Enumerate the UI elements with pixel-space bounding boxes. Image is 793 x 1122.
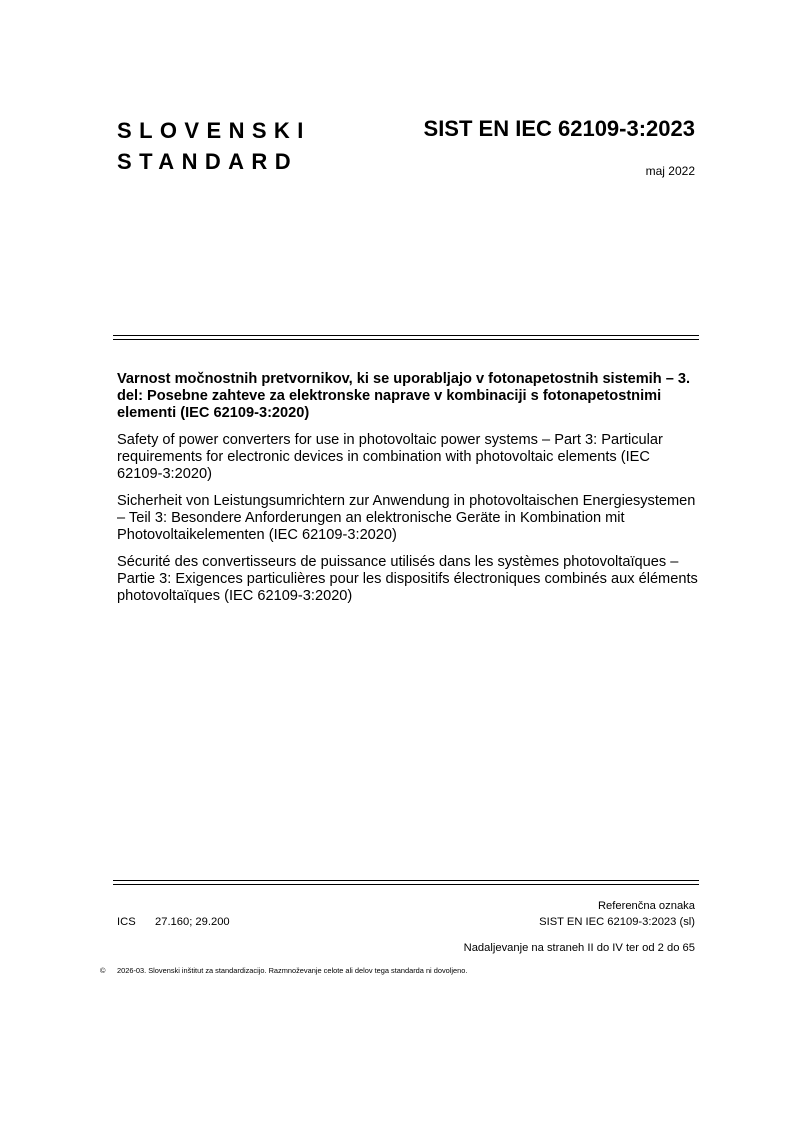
ics-value: 27.160; 29.200 — [155, 916, 230, 928]
standard-brand-line2: STANDARD — [117, 149, 299, 174]
top-divider — [113, 335, 699, 340]
standard-code: SIST EN IEC 62109-3:2023 — [423, 116, 695, 141]
title-english: Safety of power converters for use in photovoltaic power systems – Part 3: Particular requirements for electronic devices in combination with photovoltaic elements (IEC 62109-3:2020) — [117, 432, 663, 482]
ics-label: ICS — [117, 916, 136, 928]
title-slovenian: Varnost močnostnih pretvornikov, ki se uporabljajo v fotonapetostnih sistemih – 3. del: Posebne zahteve za elektronske naprave v kombinaciji s fotonapetostnimi elementi (IEC 62109-3:2020) — [117, 371, 691, 421]
standard-brand-line1: SLOVENSKI — [117, 118, 311, 143]
reference-label: Referenčna oznaka — [597, 900, 695, 912]
copyright-text: 2026-03. Slovenski inštitut za standardizacijo. Razmnoževanje celote ali delov tega standarda ni dovoljeno. — [117, 966, 468, 975]
continuation-note: Nadaljevanje na straneh II do IV ter od 2 do 65 — [463, 942, 695, 954]
title-block — [117, 371, 699, 615]
title-french: Sécurité des convertisseurs de puissance utilisés dans les systèmes photovoltaïques – Partie 3: Exigences particulières pour les dispositifs électroniques combinés aux éléments photovoltaïques (IEC 62109-3:2020) — [117, 554, 698, 604]
title-german: Sicherheit von Leistungsumrichtern zur Anwendung in photovoltaischen Energiesystemen – Teil 3: Besondere Anforderungen an elektronische Geräte in Kombination mit Photovoltaikelementen (IEC 62109-3:2020) — [117, 493, 696, 543]
publication-date: maj 2022 — [645, 164, 695, 178]
copyright-symbol: © — [100, 966, 106, 975]
bottom-divider — [113, 880, 699, 885]
reference-value: SIST EN IEC 62109-3:2023 (sl) — [539, 916, 695, 928]
